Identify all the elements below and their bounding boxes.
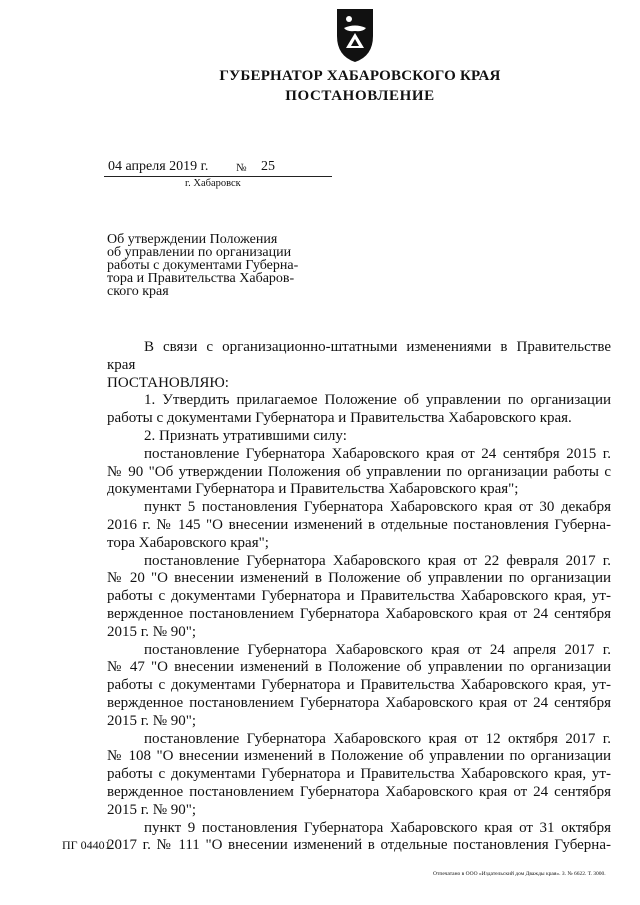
number-sign: № [236,162,247,174]
body-line: вержденное постановлением Губернатора Хабаровского края от 24 сентября [107,694,611,711]
body-line: 2017 г. № 111 "О внесении изменений в отдельные постановления Губерна- [107,837,611,854]
footer-print-note: Отпечатано в ООО «Издательский дом Дважды края». З. № 6622. Т. 3000. [433,871,606,877]
subject-line: Об утверждении Положения [107,232,278,247]
document-number: 25 [261,159,275,174]
body-line: пункт 9 постановления Губернатора Хабаровского края от 31 октября [144,819,611,836]
document-type: ПОСТАНОВЛЕНИЕ [285,88,435,104]
body-line: работы с документами Губернатора и Правительства Хабаровского края, ут- [107,677,611,694]
body-line: тора Хабаровского края"; [107,534,269,551]
body-line: 2015 г. № 90"; [107,712,197,729]
body-line: В связи с организационно-штатными изменениями в Правительстве [144,339,611,355]
body-line: № 90 "Об утверждении Положения об управлении по организации работы с [107,463,611,480]
body-line: 2. Признать утратившими силу: [144,427,347,444]
document-body [107,339,611,855]
body-line: № 108 "О внесении изменений в Положение об управлении по организации [107,748,611,765]
body-line: постановление Губернатора Хабаровского края от 12 октября 2017 г. [144,730,611,747]
document-date: 04 апреля 2019 г. [108,159,209,174]
body-line: работы с документами Губернатора и Правительства Хабаровского края. [107,410,572,427]
body-line: 2015 г. № 90"; [107,623,197,640]
body-line: работы с документами Губернатора и Правительства Хабаровского края, ут- [107,588,611,605]
body-line: постановление Губернатора Хабаровского края от 24 сентября 2015 г. [144,445,611,462]
coat-of-arms-icon [330,6,380,64]
header-title: ГУБЕРНАТОР ХАБАРОВСКОГО КРАЯ [219,68,501,84]
body-line: работы с документами Губернатора и Правительства Хабаровского края, ут- [107,766,611,783]
date-number-underline [104,176,332,177]
document-city: г. Хабаровск [185,178,241,189]
body-line: документами Губернатора и Правительства Хабаровского края"; [107,481,519,498]
body-line: края [107,356,136,373]
body-line: 2016 г. № 145 "О внесении изменений в отдельные постановления Губерна- [107,516,611,533]
body-line: № 47 "О внесении изменений в Положение об управлении по организации [107,659,611,676]
subject-line: работы с документами Губерна- [107,258,299,273]
body-line: 2015 г. № 90"; [107,801,197,818]
document-subject [107,233,319,298]
body-line: 1. Утвердить прилагаемое Положение об управлении по организации [144,392,611,409]
body-line: вержденное постановлением Губернатора Хабаровского края от 24 сентября [107,783,611,800]
body-line: № 20 "О внесении изменений в Положение об управлении по организации [107,570,611,587]
body-line: вержденное постановлением Губернатора Хабаровского края от 24 сентября [107,605,611,622]
subject-line: ского края [107,284,169,299]
body-line: постановление Губернатора Хабаровского края от 22 февраля 2017 г. [144,552,611,569]
subject-line: об управлении по организации [107,245,292,260]
body-line: постановление Губернатора Хабаровского края от 24 апреля 2017 г. [144,641,611,658]
subject-line: тора и Правительства Хабаров- [107,271,295,286]
footer-code: ПГ 04401 [62,838,111,852]
body-line: пункт 5 постановления Губернатора Хабаровского края от 30 декабря [144,499,611,516]
body-line: ПОСТАНОВЛЯЮ: [107,374,229,391]
